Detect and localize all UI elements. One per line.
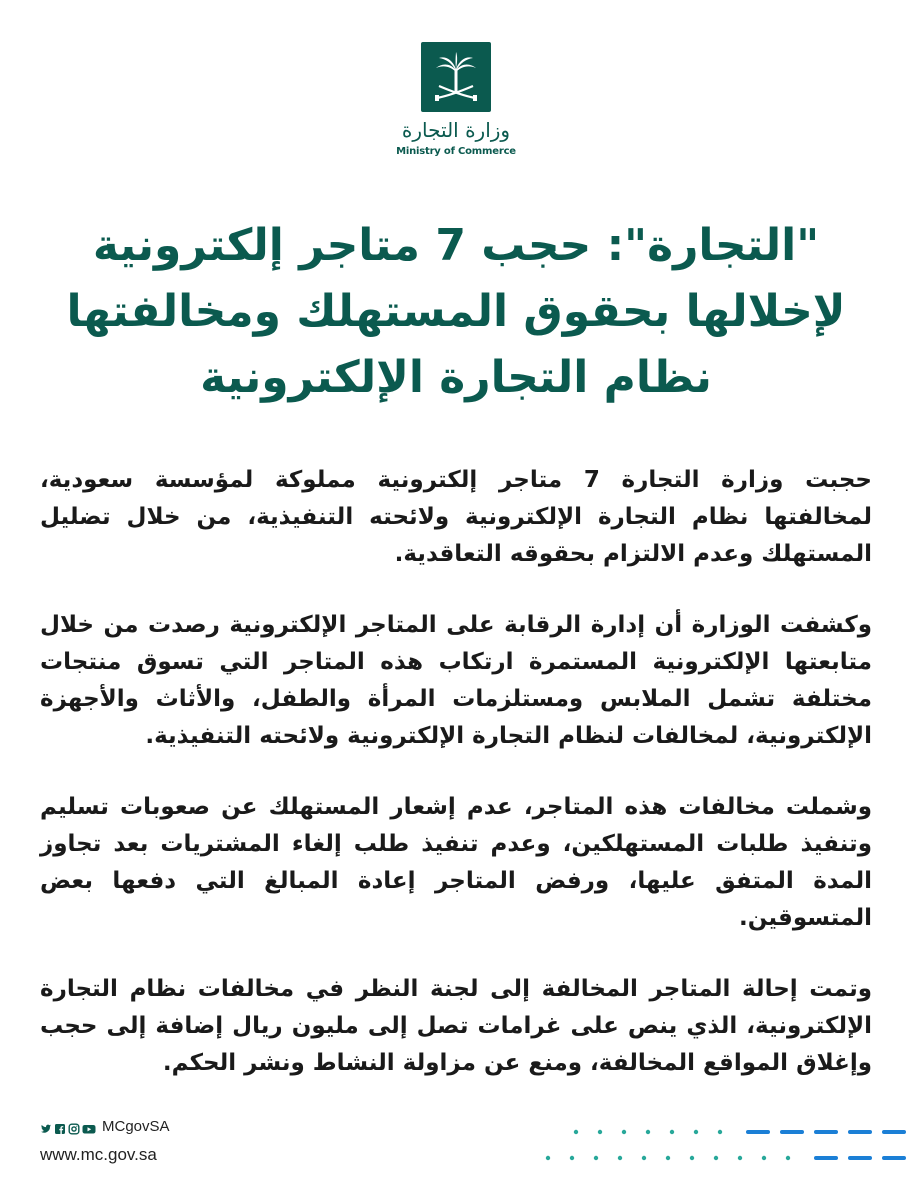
- decor-dot: [762, 1156, 766, 1160]
- decorative-dots: [540, 1120, 912, 1170]
- decor-dot: [594, 1156, 598, 1160]
- social-handle[interactable]: MCgovSA: [102, 1117, 170, 1135]
- decor-dot: [714, 1156, 718, 1160]
- decor-dot: [546, 1156, 550, 1160]
- decor-dot: [718, 1130, 722, 1134]
- decor-dash: [848, 1156, 872, 1160]
- decor-dash: [814, 1156, 838, 1160]
- decor-dash: [848, 1130, 872, 1134]
- decor-dot: [738, 1156, 742, 1160]
- decor-dot: [690, 1156, 694, 1160]
- decor-dash: [746, 1130, 770, 1134]
- ministry-logo: [0, 42, 912, 116]
- youtube-icon[interactable]: [82, 1120, 96, 1132]
- ministry-name-english: Ministry of Commerce: [396, 146, 516, 157]
- decor-dash: [780, 1130, 804, 1134]
- decor-dash: [882, 1130, 906, 1134]
- article-paragraph: وتمت إحالة المتاجر المخالفة إلى لجنة النظر في مخالفات نظام التجارة الإلكترونية، الذي ينص على غرامات تصل إلى مليون ريال إضافة إلى حجب وإغلاق المواقع المخالفة، ومنع عن مزاولة النشاط ونشر الحكم.: [40, 976, 872, 1076]
- article-body: [40, 462, 872, 1116]
- decor-dot: [618, 1156, 622, 1160]
- twitter-icon[interactable]: [40, 1120, 52, 1132]
- decor-dot: [666, 1156, 670, 1160]
- decor-dot: [786, 1156, 790, 1160]
- article-paragraph: حجبت وزارة التجارة 7 متاجر إلكترونية مملوكة لمؤسسة سعودية، لمخالفتها نظام التجارة الإلكترونية ولائحته التنفيذية، من خلال تضليل المستهلك وعدم الالتزام بحقوقه التعاقدية.: [40, 467, 872, 567]
- decor-dot: [694, 1130, 698, 1134]
- page-title: "التجارة": حجب 7 متاجر إلكترونية لإخلالها بحقوق المستهلك ومخالفتها نظام التجارة الإلكترونية: [66, 220, 846, 403]
- decor-dot: [574, 1130, 578, 1134]
- decor-dot: [570, 1156, 574, 1160]
- decor-dot: [646, 1130, 650, 1134]
- decor-dot: [642, 1156, 646, 1160]
- decor-dash: [882, 1156, 906, 1160]
- decor-dot: [622, 1130, 626, 1134]
- ministry-name-arabic: وزارة التجارة: [401, 118, 511, 142]
- facebook-icon[interactable]: [54, 1120, 66, 1132]
- decor-dot: [670, 1130, 674, 1134]
- instagram-icon[interactable]: [68, 1120, 80, 1132]
- decor-dot: [598, 1130, 602, 1134]
- article-paragraph: وشملت مخالفات هذه المتاجر، عدم إشعار المستهلك عن صعوبات تسليم وتنفيذ طلبات المستهلكين، وعدم تنفيذ طلب إلغاء المشتريات بعد تجاوز المدة المتفق عليها، ورفض المتاجر إعادة المبالغ التي دفعها بعض المتسوقين.: [40, 794, 872, 931]
- social-row: [40, 1115, 170, 1137]
- footer-contact: [40, 1115, 170, 1165]
- decor-dash: [814, 1130, 838, 1134]
- palm-swords-emblem-icon: [421, 42, 491, 112]
- website-url[interactable]: www.mc.gov.sa: [40, 1145, 157, 1164]
- article-paragraph: وكشفت الوزارة أن إدارة الرقابة على المتاجر الإلكترونية رصدت من خلال متابعتها الإلكترونية المستمرة ارتكاب هذه المتاجر التي تسوق منتجات مختلفة تشمل الملابس ومستلزمات المرأة والطفل، والأثاث والأجهزة الإلكترونية، لمخالفات لنظام التجارة الإلكترونية ولائحته التنفيذية.: [40, 612, 872, 749]
